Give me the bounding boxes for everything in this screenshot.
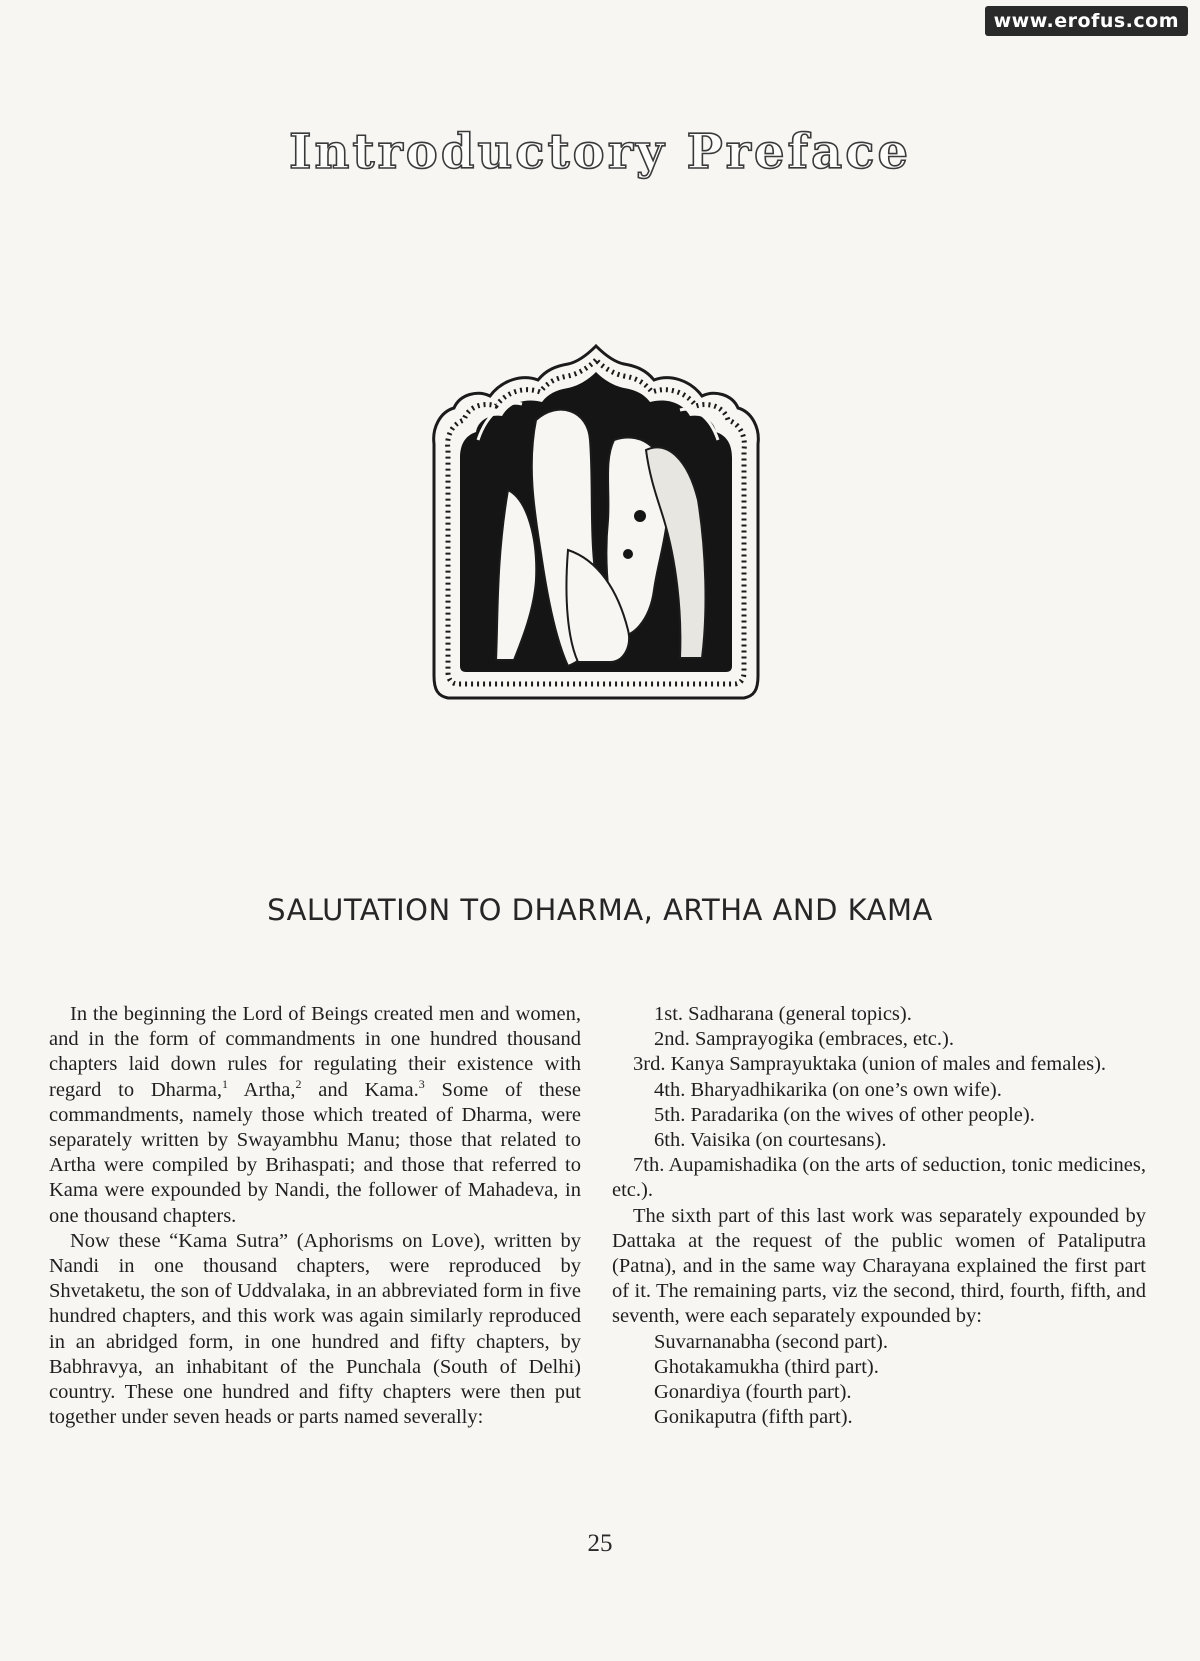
paragraph: The sixth part of this last work was separately expounded by Dattaka at the request of the public women of Pataliputra (Patna), and in the same way Charayana explained the first part of it. The remaining parts, viz the second, third, fourth, fifth, and seventh, were each separately expounded by:	[612, 1204, 1146, 1328]
list-item: Gonikaputra (fifth part).	[654, 1406, 853, 1429]
footnote-marker: 3	[418, 1076, 425, 1091]
list-item: 7th. Aupamishadika (on the arts of seduction, tonic medicines, etc.).	[612, 1154, 1146, 1202]
paragraph: Now these “Kama Sutra” (Aphorisms on Love), written by Nandi in one thousand chapters, were reproduced by Shvetaketu, the son of Uddvalaka, in an abbreviated form in five hundred chapters, and this work was again similarly reproduced in an abridged form, in one hundred and fifty chapters, by Babhravya, an inhabitant of the Punchala (South of Delhi) country. These one hundred and fifty chapters were then put together under seven heads or parts named severally:	[49, 1229, 581, 1429]
list-item: 2nd. Samprayogika (embraces, etc.).	[654, 1028, 954, 1051]
list-item: 6th. Vaisika (on courtesans).	[654, 1129, 887, 1152]
left-text-column	[49, 1002, 581, 1430]
paragraph: In the beginning the Lord of Beings created men and women, and in the form of commandments in one hundred thousand chapters laid down rules for regulating their existence with regard to Dharma,$^1$ Artha,$^2$ and Kama.$^3$ Some of these commandments, namely those which treated of Dharma, were separately written by Swayambhu Manu; those that related to Artha were compiled by Brihaspati; and those that referred to Kama were expounded by Nandi, the follower of Mahadeva, in one thousand chapters.	[49, 1003, 582, 1227]
list-item: 4th. Bharyadhikarika (on one’s own wife).	[654, 1078, 1002, 1101]
footnote-marker: 2	[295, 1076, 302, 1091]
list-item: Suvarnanabha (second part).	[654, 1330, 888, 1353]
right-text-column	[612, 1002, 1146, 1430]
footnote-marker: 1	[222, 1076, 229, 1091]
erotic-scene-illustration-icon	[418, 340, 774, 740]
list-item: 3rd. Kanya Samprayuktaka (union of males and females).	[633, 1053, 1107, 1076]
list-item: Gonardiya (fourth part).	[654, 1381, 852, 1404]
page-number: 25	[587, 1530, 613, 1557]
watermark-badge: www.erofus.com	[985, 6, 1188, 36]
list-item: 1st. Sadharana (general topics).	[654, 1003, 912, 1025]
list-item: 5th. Paradarika (on the wives of other people).	[654, 1103, 1035, 1126]
list-item: Ghotakamukha (third part).	[654, 1355, 879, 1378]
section-heading: SALUTATION TO DHARMA, ARTHA AND KAMA	[267, 893, 933, 927]
page-title: Introductory Preface	[288, 124, 912, 180]
